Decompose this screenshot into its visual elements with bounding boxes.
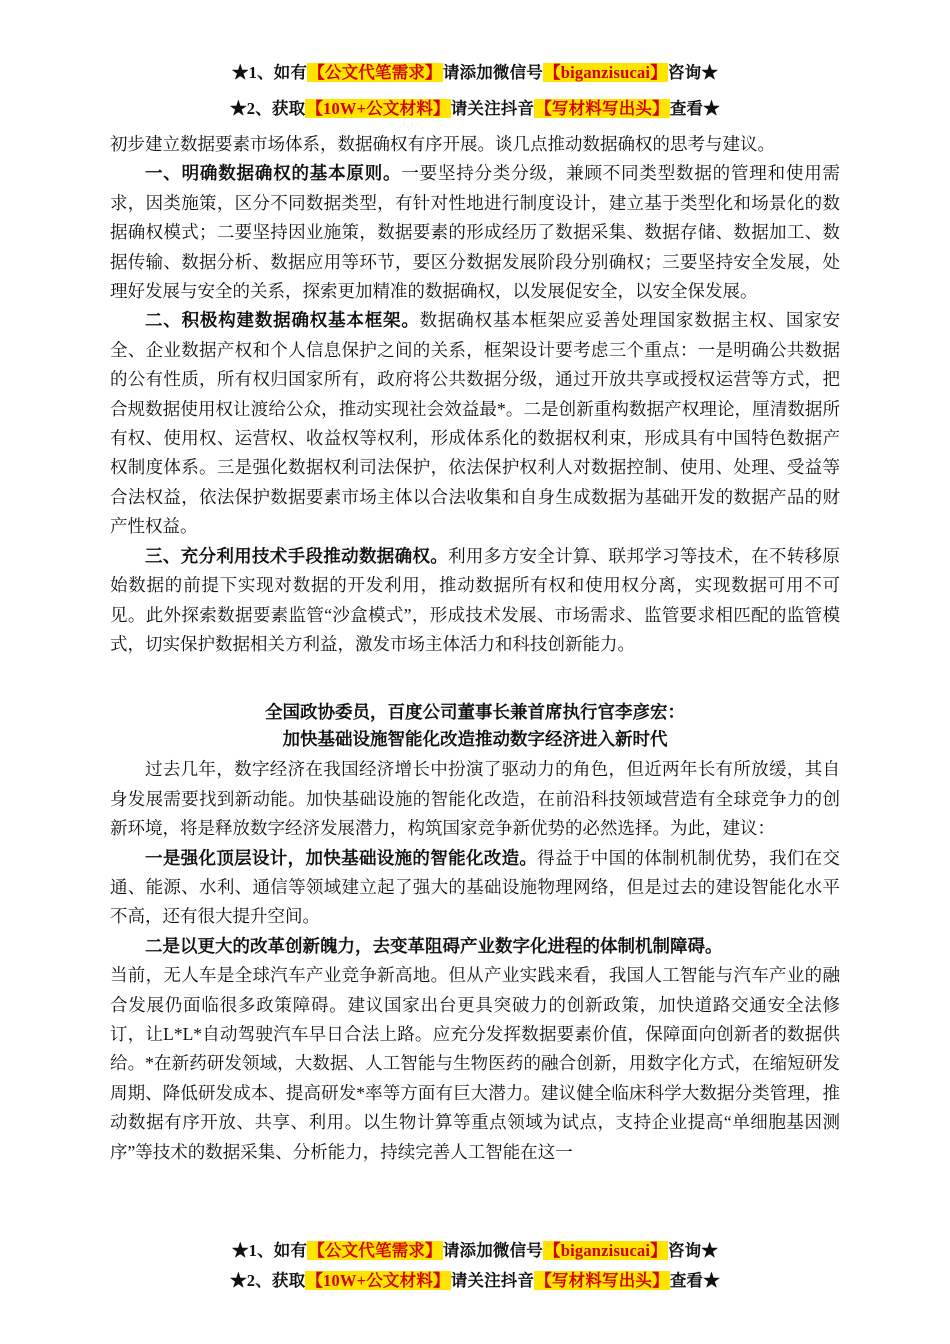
paragraph-framework-lead: 二、积极构建数据确权基本框架。	[145, 310, 420, 331]
banner-top-l2-seg3: 【写材料写出头】	[535, 99, 669, 118]
paragraph-technology-text: 利用多方安全计算、联邦学习等技术，在不转移原始数据的前提下实现对数据的开发利用，推动数据所有权和使用权分离，实现数据可用不可见。此外探索数据要素监管“沙盒模式”，形成技术发展、市场需求、监管要求相匹配的监管模式，切实保护数据相关方利益，激发市场主体活力和科技创新能力。	[110, 545, 841, 654]
banner-top-l2-seg1: 【10W+公文材料】	[306, 99, 450, 118]
banner-top-l1-seg3: 【biganzisucai】	[544, 63, 667, 82]
banner-top-l1-seg2: 请添加微信号	[442, 63, 544, 82]
paragraph-top-design-text: 得益于中国的体制机制优势，我们在交通、能源、水利、通信等领域建立起了强大的基础设施物理网络，但是过去的建设智能化水平不高，还有很大提升空间。	[110, 847, 841, 927]
promo-banner-bottom	[110, 1236, 840, 1296]
paragraph-technology	[110, 542, 840, 660]
paragraph-framework	[110, 306, 840, 541]
banner-bottom-l1-seg4: 咨询★	[667, 1241, 719, 1260]
paragraph-framework-text: 数据确权基本框架应妥善处理国家数据主权、国家安全、企业数据产权和个人信息保护之间的关系，框架设计要考虑三个重点：一是明确公共数据的公有性质，所有权归国家所有，政府将公共数据分级，通过开放共享或授权运营等方式，把合规数据使用权让渡给公众，推动实现社会效益最*。二是创新重构数据产权理论，厘清数据所有权、使用权、运营权、收益权等权利，形成体系化的数据权利束，形成具有中国特色数据产权制度体系。三是强化数据权利司法保护，依法保护权利人对数据控制、使用、处理、受益等合法权益，依法保护数据要素市场主体以合法收集和自身生成数据为基础开发的数据产品的财产性权益。	[110, 310, 841, 537]
paragraph-top-design	[110, 844, 840, 932]
paragraph-reform-lead: 二是以更大的改革创新魄力，去变革阻碍产业数字化进程的体制机制障碍。	[145, 935, 723, 956]
banner-bottom-l2-seg2: 请关注抖音	[450, 1271, 535, 1290]
banner-bottom-l2-seg1: 【10W+公文材料】	[306, 1271, 450, 1290]
paragraph-digital-economy: 过去几年，数字经济在我国经济增长中扮演了驱动力的角色，但近两年长有所放缓，其自身发展需要找到新动能。加快基础设施的智能化改造，在前沿科技领域营造有全球竞争力的创新环境，将是释放数字经济发展潜力，构筑国家竞争新优势的必然选择。为此，建议：	[110, 759, 840, 839]
section-spacer	[110, 659, 840, 699]
paragraph-technology-lead: 三、充分利用技术手段推动数据确权。	[145, 545, 449, 566]
banner-bottom-l1-seg3: 【biganzisucai】	[544, 1241, 667, 1260]
banner-bottom-l2-seg4: 查看★	[669, 1271, 720, 1290]
section-title: 全国政协委员，百度公司董事长兼首席执行官李彦宏：	[265, 702, 685, 723]
paragraph-top-design-lead: 一是强化顶层设计，加快基础设施的智能化改造。	[145, 847, 538, 868]
banner-bottom-l2-seg3: 【写材料写出头】	[535, 1271, 669, 1290]
promo-banner-top-line2	[110, 94, 840, 124]
banner-top-l2-seg2: 请关注抖音	[450, 99, 535, 118]
banner-top-l1-seg4: 咨询★	[667, 63, 719, 82]
banner-bottom-l1-seg2: 请添加微信号	[442, 1241, 544, 1260]
paragraph-principle-lead: 一、明确数据确权的基本原则。	[145, 163, 402, 184]
promo-banner-bottom-line2	[110, 1266, 840, 1296]
promo-banner-bottom-line1	[110, 1236, 840, 1266]
paragraph-principle-text: 一要坚持分类分级，兼顾不同类型数据的管理和使用需求，因类施策，区分不同数据类型，有针对性地进行制度设计，建立基于类型化和场景化的数据确权模式；二要坚持因业施策，数据要素的形成经历了数据采集、数据存储、数据加工、数据传输、数据分析、数据应用等环节，要区分数据发展阶段分别确权；三要坚持安全发展，处理好发展与安全的关系，探索更加精准的数据确权，以发展促安全，以安全保发展。	[110, 163, 841, 302]
paragraph-principle	[110, 159, 840, 306]
paragraph-reform	[110, 932, 840, 961]
paragraph-reform-body: 当前，无人车是全球汽车产业竞争新高地。但从产业实践来看，我国人工智能与汽车产业的融合发展仍面临很多政策障碍。建议国家出台更具突破力的创新政策，加快道路交通安全法修订，让L*L*自动驾驶汽车早日合法上路。应充分发挥数据要素价值，保障面向创新者的数据供给。*在新药研发领域，大数据、人工智能与生物医药的融合创新，用数字化方式，在缩短研发周期、降低研发成本、提高研发*率等方面有巨大潜力。建议健全临床科学大数据分类管理，推动数据有序开放、共享、利用。以生物计算等重点领域为试点，支持企业提高“单细胞基因测序”等技术的数据采集、分析能力，持续完善人工智能在这一	[110, 965, 840, 1162]
banner-top-l2-seg4: 查看★	[669, 99, 720, 118]
section-subtitle: 加快基础设施智能化改造推动数字经济进入新时代	[282, 729, 668, 750]
banner-bottom-l1-seg1: 【公文代笔需求】	[308, 1241, 442, 1260]
banner-top-l2-seg0: ★2、获取	[230, 99, 306, 118]
banner-top-l1-seg1: 【公文代笔需求】	[308, 63, 442, 82]
banner-top-l1-seg0: ★1、如有	[231, 63, 308, 82]
banner-bottom-l2-seg0: ★2、获取	[230, 1271, 306, 1290]
promo-banner-top-line1	[110, 58, 840, 88]
banner-bottom-l1-seg0: ★1、如有	[231, 1241, 308, 1260]
paragraph-opening: 初步建立数据要素市场体系，数据确权有序开展。谈几点推动数据确权的思考与建议。	[110, 134, 775, 154]
